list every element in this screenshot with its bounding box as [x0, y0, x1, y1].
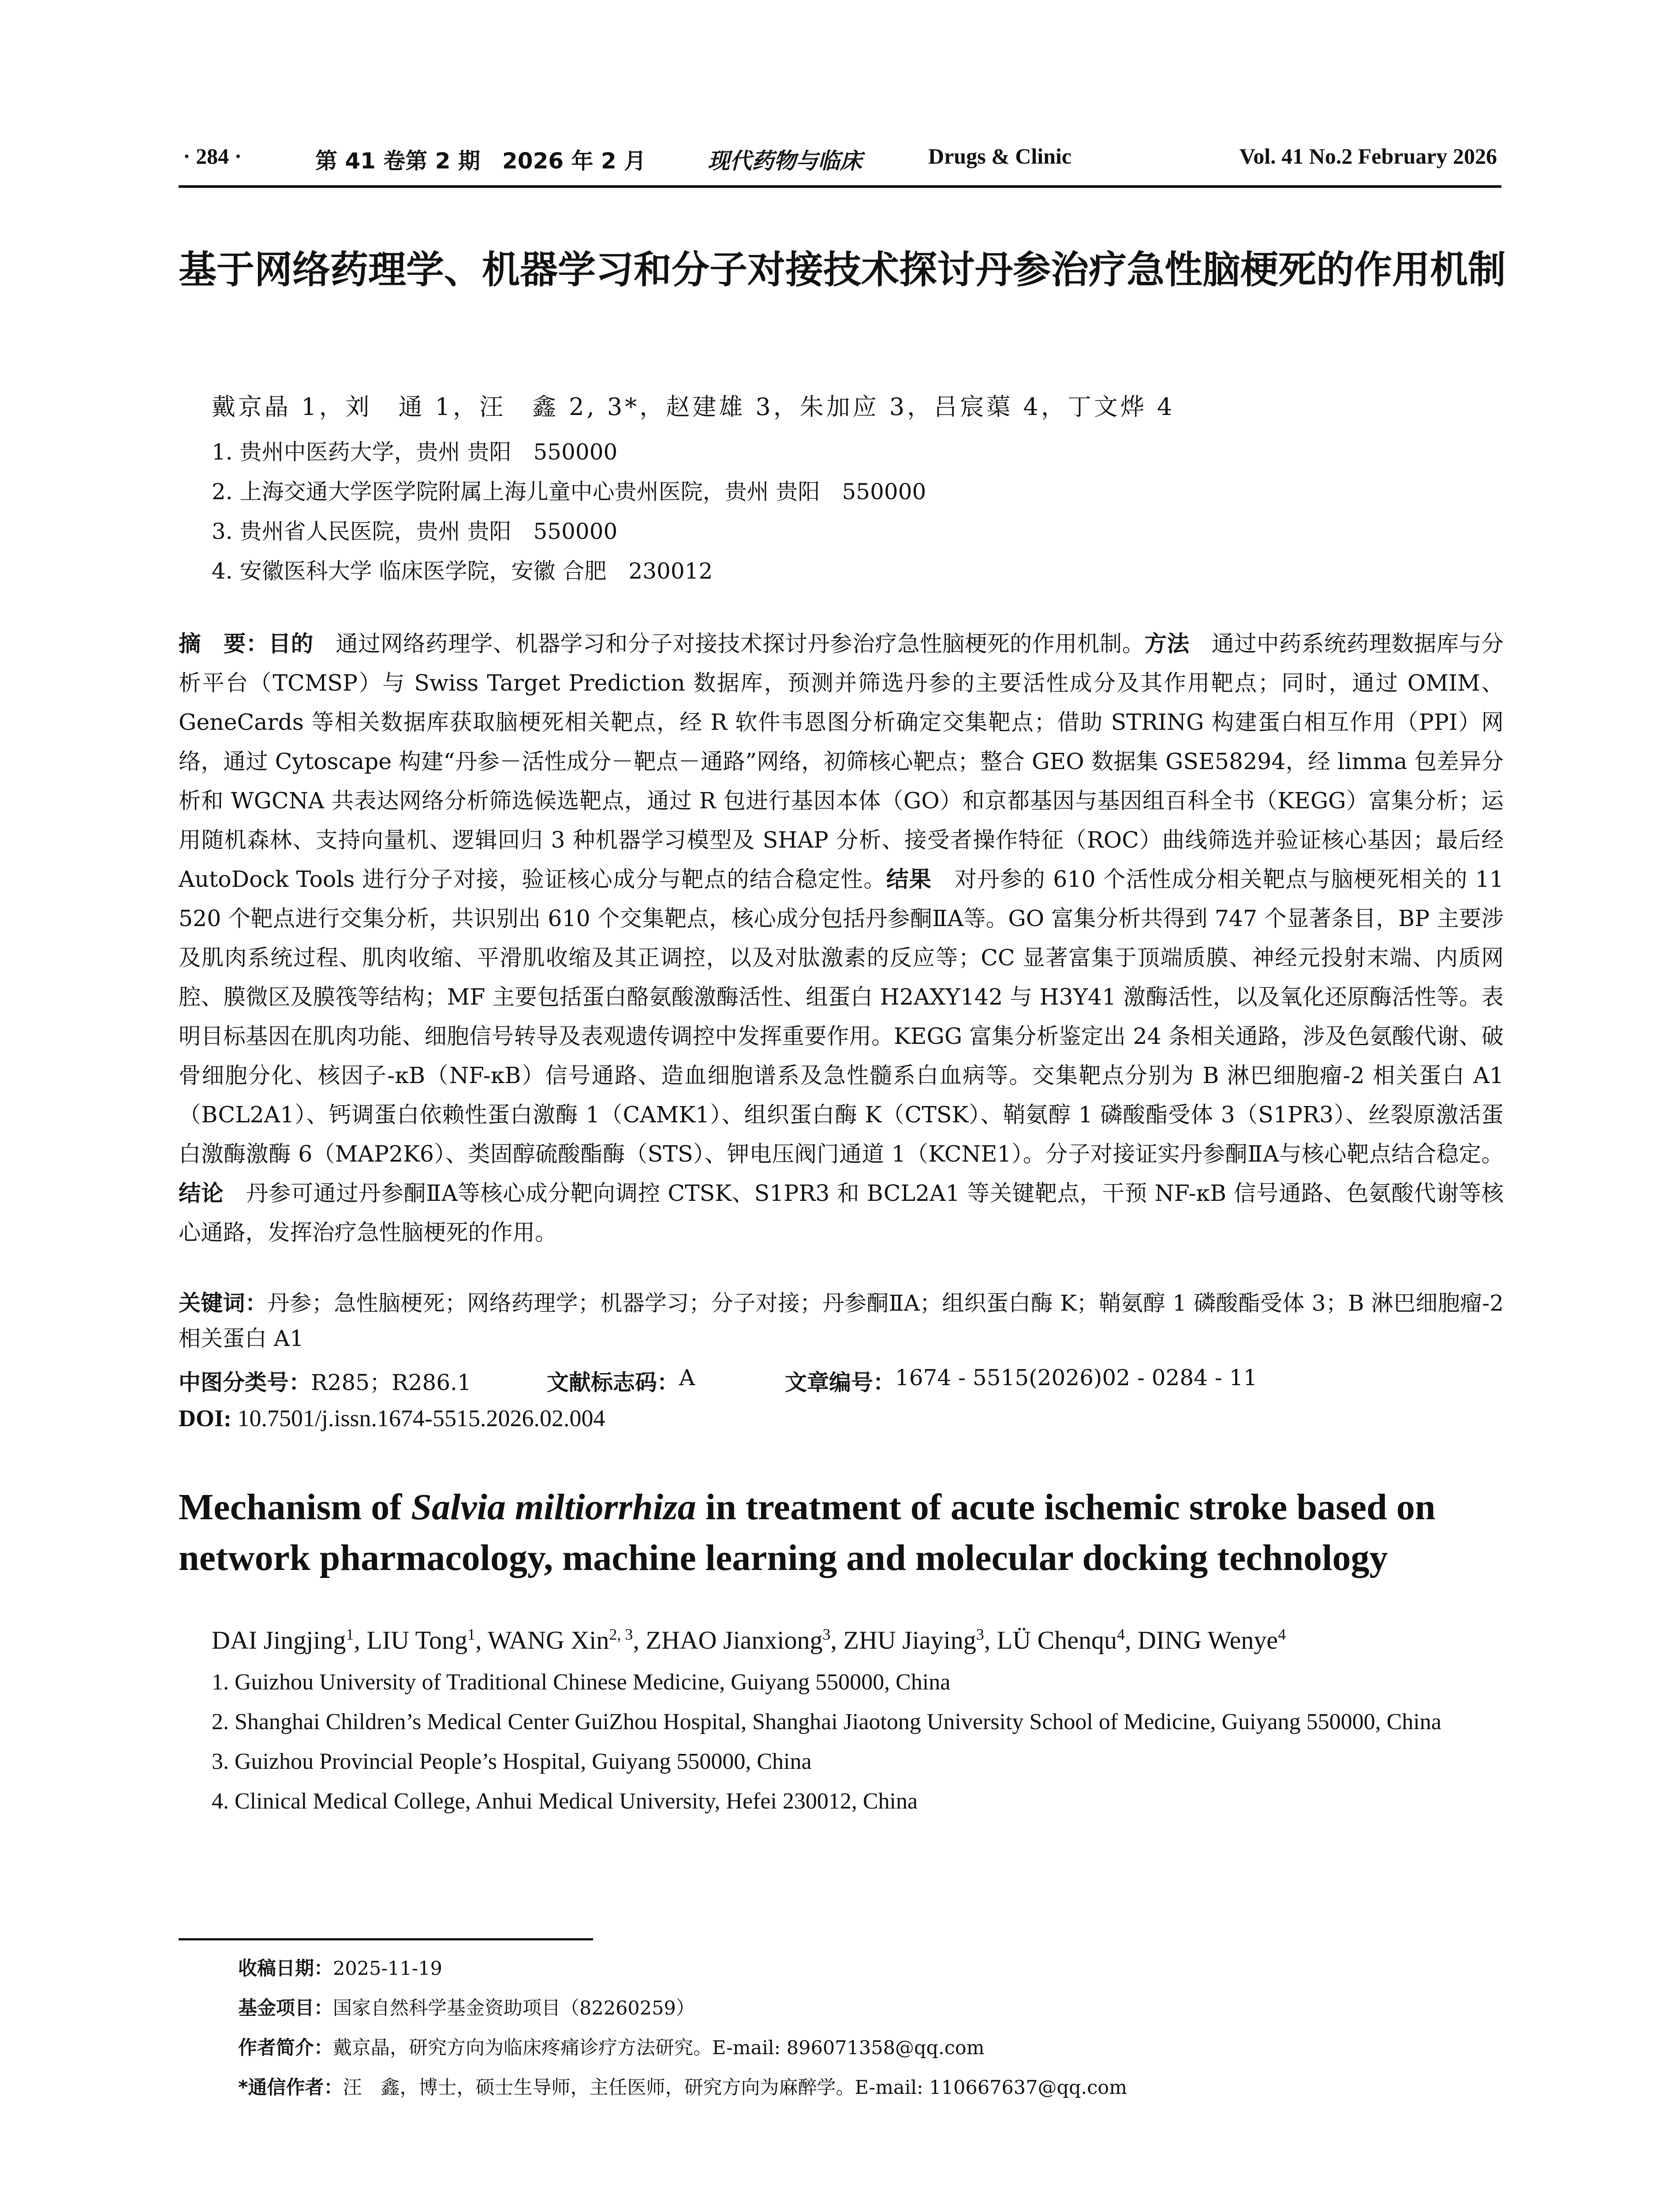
- affiliation-en-4: 4. Clinical Medical College, Anhui Medical University, Hefei 230012, China: [212, 1789, 918, 1814]
- author-en: WANG Xin: [487, 1626, 609, 1655]
- issue-info: 第 41 卷第 2 期 2026 年 2 月: [315, 148, 646, 174]
- footnote-corresponding-author: *通信作者：汪 鑫，博士，硕士生导师，主任医师，研究方向为麻醉学。E-mail: 110667637@qq.com: [238, 2077, 1127, 2099]
- author-en: ZHU Jiaying: [843, 1626, 976, 1655]
- footnote-received: 收稿日期：2025-11-19: [238, 1958, 442, 1980]
- article-number-label: 文章编号：: [785, 1370, 895, 1395]
- keywords-cn: [179, 1286, 1504, 1356]
- volume-info: Vol. 41 No.2 February 2026: [1239, 144, 1497, 168]
- doc-code-label: 文献标志码：: [547, 1370, 679, 1395]
- doi-label: DOI:: [179, 1405, 231, 1431]
- author-list-en: DAI Jingjing$^1$, LIU Tong$^1$, WANG Xin$^{2, 3}$, ZHAO Jianxiong$^3$, ZHU Jiaying$^3$, LÜ Chenqu$^4$, DING Wenye$^4$: [212, 1626, 1286, 1655]
- author-en: DING Wenye: [1138, 1626, 1278, 1655]
- running-header: [179, 132, 1501, 188]
- abstract-cn: [179, 624, 1504, 1252]
- objective-label: 目的: [268, 631, 314, 657]
- doc-code-value: A: [679, 1365, 695, 1390]
- article-number-value: 1674 - 5515(2026)02 - 0284 - 11: [895, 1365, 1258, 1390]
- article-title-en: Mechanism of Salvia miltiorrhiza in treatment of acute ischemic stroke based on network pharmacology, machine learning and molecular docking technology: [179, 1487, 1436, 1578]
- abstract-label: 摘 要：: [179, 631, 269, 657]
- results-label: 结果: [886, 866, 932, 892]
- author-en: DAI Jingjing: [212, 1626, 346, 1655]
- conclusion-label: 结论: [179, 1180, 224, 1206]
- methods-text: 通过中药系统药理数据库与分析平台（TCMSP）与 Swiss Target Prediction 数据库，预测并筛选丹参的主要活性成分及其作用靶点；同时，通过 OMIM、GeneCards 等相关数据库获取脑梗死相关靶点，经 R 软件韦恩图分析确定交集靶点；借助 STRING 构建蛋白相互作用（PPI）网络，通过 Cytoscape 构建“丹参－活性成分－靶点－通路”网络，初筛核心靶点；整合 GEO 数据集 GSE58294，经 limma 包差异分析和 WGCNA 共表达网络分析筛选候选靶点，通过 R 包进行基因本体（GO）和京都基因与基因组百科全书（KEGG）富集分析；运用随机森林、支持向量机、逻辑回归 3 种机器学习模型及 SHAP 分析、接受者操作特征（ROC）曲线筛选并验证核心基因；最后经 AutoDock Tools 进行分子对接，验证核心成分与靶点的结合稳定性。: [179, 631, 1504, 892]
- affiliation-en-3: 3. Guizhou Provincial People’s Hospital, Guiyang 550000, China: [212, 1749, 812, 1774]
- footnote-funding: 基金项目：国家自然科学基金资助项目（82260259）: [238, 1997, 695, 2019]
- doi-value[interactable]: 10.7501/j.issn.1674-5515.2026.02.004: [237, 1405, 605, 1431]
- journal-name-cn: 现代药物与临床: [708, 148, 862, 174]
- species-name: Salvia miltiorrhiza: [411, 1487, 696, 1528]
- article-title-cn: 基于网络药理学、机器学习和分子对接技术探讨丹参治疗急性脑梗死的作用机制: [179, 248, 1506, 292]
- conclusion-text: 丹参可通过丹参酮ⅡA等核心成分靶向调控 CTSK、S1PR3 和 BCL2A1 等关键靶点，干预 NF-κB 信号通路、色氨酸代谢等核心通路，发挥治疗急性脑梗死的作用。: [179, 1180, 1504, 1245]
- page-number: · 284 ·: [183, 144, 242, 168]
- affiliation-cn-3: 3. 贵州省人民医院，贵州 贵阳 550000: [212, 519, 618, 544]
- footnote-author-bio: 作者简介：戴京晶，研究方向为临床疼痛诊疗方法研究。E-mail: 896071358@qq.com: [238, 2037, 985, 2059]
- objective-text: 通过网络药理学、机器学习和分子对接技术探讨丹参治疗急性脑梗死的作用机制。: [335, 631, 1145, 657]
- affiliation-cn-2: 2. 上海交通大学医学院附属上海儿童中心贵州医院，贵州 贵阳 550000: [212, 479, 926, 505]
- keywords-text: 丹参；急性脑梗死；网络药理学；机器学习；分子对接；丹参酮ⅡA；组织蛋白酶 K；鞘氨醇 1 磷酸酯受体 3；B 淋巴细胞瘤-2 相关蛋白 A1: [179, 1290, 1504, 1351]
- methods-label: 方法: [1144, 631, 1190, 657]
- doi-line: [179, 1405, 605, 1432]
- author-en: LIU Tong: [366, 1626, 467, 1655]
- journal-name-en: Drugs & Clinic: [928, 144, 1071, 168]
- author-en: LÜ Chenqu: [997, 1626, 1117, 1655]
- affiliation-en-1: 1. Guizhou University of Traditional Chinese Medicine, Guiyang 550000, China: [212, 1670, 951, 1695]
- author-en: ZHAO Jianxiong: [646, 1626, 823, 1655]
- clc-value: R285；R286.1: [311, 1370, 471, 1395]
- results-text: 对丹参的 610 个活性成分相关靶点与脑梗死相关的 11 520 个靶点进行交集分析，共识别出 610 个交集靶点，核心成分包括丹参酮ⅡA等。GO 富集分析共得到 747 个显著条目，BP 主要涉及肌肉系统过程、肌肉收缩、平滑肌收缩及其正调控，以及对肽激素的反应等；CC 显著富集于顶端质膜、神经元投射末端、内质网腔、膜微区及膜筏等结构；MF 主要包括蛋白酪氨酸激酶活性、组蛋白 H2AXY142 与 H3Y41 激酶活性，以及氧化还原酶活性等。表明目标基因在肌肉功能、细胞信号转导及表观遗传调控中发挥重要作用。KEGG 富集分析鉴定出 24 条相关通路，涉及色氨酸代谢、破骨细胞分化、核因子-κB（NF-κB）信号通路、造血细胞谱系及急性髓系白血病等。交集靶点分别为 B 淋巴细胞瘤-2 相关蛋白 A1（BCL2A1）、钙调蛋白依赖性蛋白激酶 1（CAMK1）、组织蛋白酶 K（CTSK）、鞘氨醇 1 磷酸酯受体 3（S1PR3）、丝裂原激活蛋白激酶激酶 6（MAP2K6）、类固醇硫酸酯酶（STS）、钾电压阀门通道 1（KCNE1）。分子对接证实丹参酮ⅡA与核心靶点结合稳定。: [179, 866, 1504, 1167]
- affiliation-cn-4: 4. 安徽医科大学 临床医学院，安徽 合肥 230012: [212, 558, 713, 584]
- author-list-cn: 戴京晶 1，刘 通 1，汪 鑫 2, 3*，赵建雄 3，朱加应 3，吕宸蕖 4，丁文烨 4: [212, 393, 1175, 421]
- affiliation-en-2: 2. Shanghai Children’s Medical Center GuiZhou Hospital, Shanghai Jiaotong University School of Medicine, Guiyang 550000, China: [212, 1709, 1441, 1734]
- footnote-divider: [179, 1938, 593, 1940]
- affiliation-cn-1: 1. 贵州中医药大学，贵州 贵阳 550000: [212, 439, 618, 465]
- keywords-label: 关键词：: [179, 1290, 268, 1316]
- clc-label: 中图分类号：: [179, 1370, 311, 1395]
